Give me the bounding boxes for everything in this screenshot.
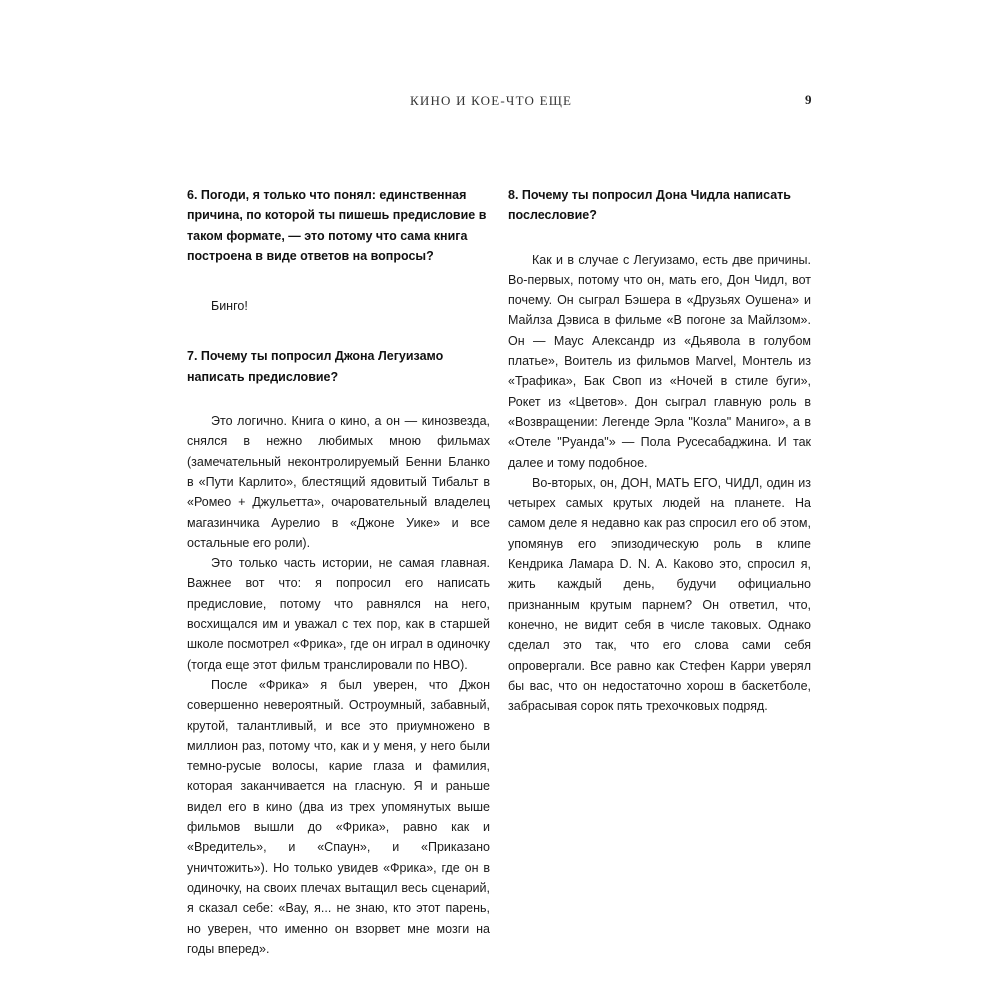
answer-7-paragraph: Это только часть истории, не самая главная. Важнее вот что: я попросил его написать предисловие, потому что равнялся на него, восхищался им и уважал с тех пор, как в старшей школе посмотрел «Фрика», где он играл в одиночку (тогда еще этот фильм транслировали по HBO). [187,556,490,672]
answer-6: Бинго! [211,299,248,314]
answer-7-paragraph: После «Фрика» я был уверен, что Джон совершенно невероятный. Остроумный, забавный, крутой, талантливый, и все это приумножено в миллион раз, потому что, как и у меня, у него были темно-русые волосы, карие глаза и фамилия, которая заканчивается на гласную. Я и раньше видел его в кино (два из трех упомянутых выше фильмов вышли до «Фрика», равно как и «Вредитель», и «Спаун», и «Приказано уничтожить»). Но только увидев «Фрика», где он в одиночку, на своих плечах вытащил весь сценарий, я сказал себе: «Вау, я... не знаю, кто этот парень, но уверен, что именно он взорвет мне мозги на годы вперед». [187,677,490,956]
right-column [508,185,811,716]
answer-7-paragraph: Это логично. Книга о кино, а он — кинозвезда, снялся в нежно любимых мною фильмах (замечательный неконтролируемый Бенни Бланко в «Пути Карлито», блестящий ядовитый Тибальт в «Ромео + Джульетта», очаровательный владелец магазинчика Аурелио в «Джоне Уике» и все остальные его роли). [187,414,490,550]
question-7: 7. Почему ты попросил Джона Легуизамо написать предисловие? [187,349,444,384]
question-6: 6. Погоди, я только что понял: единственная причина, по которой ты пишешь предисловие в таком формате, — это потому что сама книга построена в виде ответов на вопросы? [187,188,487,263]
page-number: 9 [805,92,812,107]
answer-7 [187,411,490,959]
answer-8 [508,250,811,717]
question-8: 8. Почему ты попросил Дона Чидла написать послесловие? [508,188,791,223]
answer-8-paragraph: Как и в случае с Легуизамо, есть две причины. Во-первых, потому что он, мать его, Дон Чидл, вот почему. Он сыграл Бэшера в «Друзьях Оушена» и Майлза Дэвиса в фильме «В погоне за Майлзом». Он — Маус Александр из «Дьявола в голубом платье», Воитель из фильмов Marvel, Монтель из «Трафика», Бак Своп из «Ночей в стиле буги», Рокет из «Цветов». Дон сыграл главную роль в «Возвращении: Легенде Эрла "Козла" Маниго», а в «Отеле "Руанда"» — Пола Русесабаджина. И так далее и тому подобное. [508,252,811,470]
running-head: КИНО И КОЕ-ЧТО ЕЩЕ [410,93,573,108]
answer-8-paragraph: Во-вторых, он, ДОН, МАТЬ ЕГО, ЧИДЛ, один из четырех самых крутых людей на планете. На самом деле я недавно как раз спросил его об этом, упомянув его эпизодическую роль в клипе Кендрика Ламара D. N. A. Каково это, спросил я, жить каждый день, будучи официально признанным крутым парнем? Он ответил, что, конечно, не видит себя в числе таковых. Однако сделал это так, что его слова сами себя опровергали. Все равно как Стефен Карри уверял бы вас, что он недостаточно хорош в баскетболе, забрасывая сорок пять трехочковых подряд. [508,475,811,714]
left-column [187,185,490,959]
